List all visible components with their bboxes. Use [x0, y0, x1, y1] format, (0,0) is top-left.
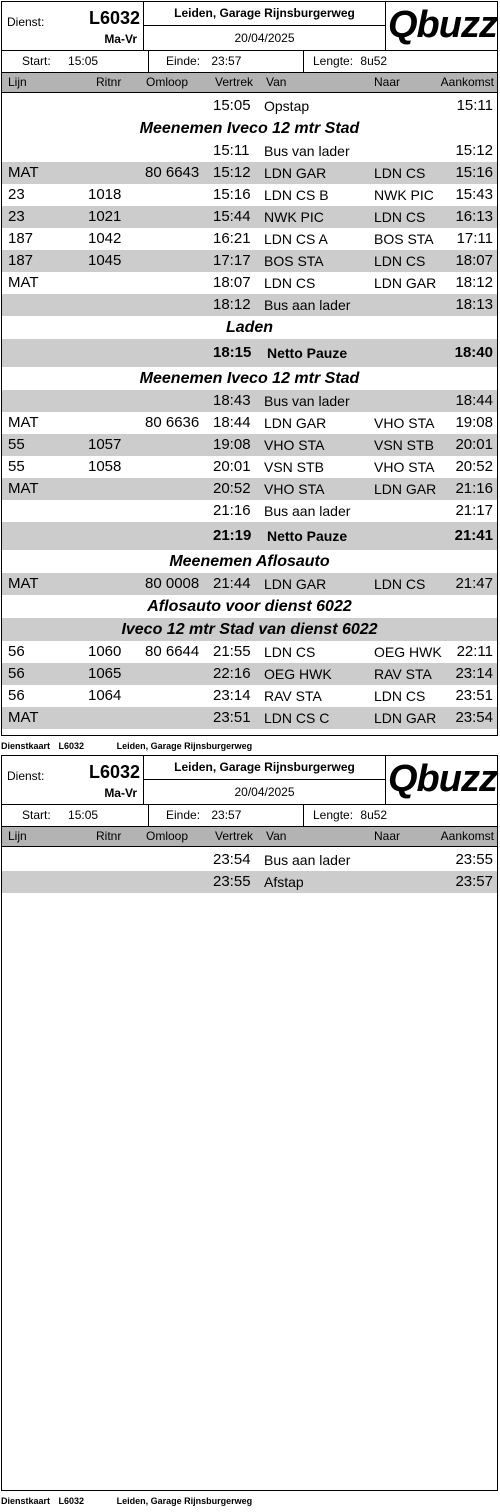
cell-aankomst: 22:11: [456, 643, 493, 660]
dienst-cell: [2, 2, 144, 50]
footer-label: Dienstkaart: [1, 741, 51, 751]
cell-lijn: 23: [8, 208, 25, 225]
cell-naar: LDN CS: [374, 688, 426, 704]
dienst-days: Ma-Vr: [104, 32, 137, 46]
cell-van: LDN CS: [264, 275, 316, 291]
cell-van: Bus aan lader: [264, 852, 351, 868]
cell-aankomst: 18:44: [455, 392, 493, 409]
col-van: Van: [266, 75, 287, 89]
cell-van: LDN GAR: [264, 165, 327, 181]
section-heading: [2, 618, 497, 641]
cell-vertrek: 18:12: [213, 296, 251, 313]
lengte-cell: [304, 805, 499, 826]
table-row: [2, 456, 497, 478]
cell-naar: VHO STA: [374, 415, 435, 431]
cell-aankomst: 23:14: [455, 665, 493, 682]
cell-naar: VHO STA: [374, 459, 435, 475]
qbuzz-logo: Qbuzz: [388, 758, 497, 800]
lengte-cell: [304, 51, 499, 72]
section-title: Iveco 12 mtr Stad van dienst 6022: [121, 621, 378, 638]
section-title: Meenemen Iveco 12 mtr Stad: [139, 370, 360, 387]
cell-van: LDN CS A: [264, 231, 328, 247]
einde-label: Einde:: [166, 808, 201, 822]
table-row: [2, 184, 497, 206]
cell-omloop: 80 6643: [145, 164, 200, 181]
einde-value: 23:57: [211, 54, 242, 68]
col-naar: Naar: [374, 829, 401, 843]
cell-naar: LDN GAR: [374, 710, 437, 726]
table-row: [2, 95, 497, 117]
cell-aankomst: 23:51: [455, 687, 493, 704]
cell-vertrek: 17:17: [213, 252, 251, 269]
cell-van: LDN CS: [264, 644, 316, 660]
einde-label: Einde:: [166, 54, 201, 68]
dienst-cell: [2, 756, 144, 804]
einde-cell: [149, 805, 304, 826]
cell-aankomst: 17:11: [456, 230, 493, 247]
cell-lijn: MAT: [8, 414, 39, 431]
footer-dienst: L6032: [58, 1496, 85, 1506]
col-ritnr: Ritnr: [96, 829, 122, 843]
cell-vertrek: 20:01: [213, 458, 251, 475]
table-row: [2, 162, 497, 184]
cell-van: RAV STA: [264, 688, 322, 704]
start-label: Start:: [22, 808, 51, 822]
footer-1: [1, 741, 252, 751]
cell-van: Bus van lader: [264, 393, 350, 409]
cell-naar: LDN CS: [374, 209, 426, 225]
einde-cell: [149, 51, 304, 72]
cell-vertrek: 18:43: [213, 392, 251, 409]
cell-naar: LDN CS: [374, 253, 426, 269]
cell-lijn: 56: [8, 643, 25, 660]
cell-vertrek: 21:55: [213, 643, 251, 660]
cell-vertrek: 23:54: [213, 851, 251, 868]
cell-ritnr: 1042: [88, 230, 122, 247]
cell-ritnr: 1057: [88, 436, 122, 453]
table-row: [2, 641, 497, 663]
qbuzz-logo: Qbuzz: [388, 4, 497, 46]
col-vertrek: Vertrek: [215, 829, 254, 843]
cell-vertrek: 22:16: [213, 665, 251, 682]
lengte-value: 8u52: [360, 54, 388, 68]
cell-lijn: 187: [8, 252, 34, 269]
cell-van: VSN STB: [264, 459, 324, 475]
cell-omloop: 80 0008: [145, 575, 200, 592]
cell-ritnr: 1021: [88, 208, 122, 225]
cell-van: Bus aan lader: [264, 297, 351, 313]
cell-van: OEG HWK: [264, 666, 332, 682]
col-vertrek: Vertrek: [215, 75, 254, 89]
footer-dienst: L6032: [58, 741, 85, 751]
cell-lijn: 56: [8, 665, 25, 682]
column-header: [2, 73, 497, 93]
lengte-label: Lengte:: [313, 808, 354, 822]
cell-vertrek: 15:16: [213, 186, 251, 203]
cell-naar: BOS STA: [374, 231, 434, 247]
cell-aankomst: 21:16: [455, 480, 493, 497]
section-heading: [2, 595, 497, 618]
cell-aankomst: 23:55: [455, 851, 493, 868]
cell-van: VHO STA: [264, 437, 325, 453]
pause-row: [2, 339, 497, 367]
table-row: [2, 272, 497, 294]
cell-lijn: MAT: [8, 274, 39, 291]
cell-van: Bus aan lader: [264, 503, 351, 519]
cell-vertrek: 21:16: [213, 502, 251, 519]
logo-cell: [386, 2, 499, 50]
table-row: [2, 228, 497, 250]
table-row: [2, 500, 497, 522]
footer-2: [1, 1496, 252, 1506]
cell-naar: LDN CS: [374, 165, 426, 181]
schedule-rows: [2, 95, 497, 729]
col-lijn: Lijn: [8, 75, 27, 89]
location-cell: [144, 2, 386, 50]
cell-van: VHO STA: [264, 481, 325, 497]
section-heading: [2, 550, 497, 573]
table-row: [2, 663, 497, 685]
sheet-date: 20/04/2025: [234, 785, 295, 799]
cell-lijn: 187: [8, 230, 34, 247]
einde-value: 23:57: [211, 808, 242, 822]
cell-aankomst: 23:57: [455, 873, 493, 890]
cell-aankomst: 18:12: [455, 274, 493, 291]
cell-aankomst: 21:17: [455, 502, 493, 519]
col-naar: Naar: [374, 75, 401, 89]
cell-aankomst: 18:07: [455, 252, 493, 269]
cell-naar: LDN GAR: [374, 275, 437, 291]
cell-aankomst: 23:54: [455, 709, 493, 726]
footer-label: Dienstkaart: [1, 1496, 51, 1506]
start-label: Start:: [22, 54, 51, 68]
pause-label: Netto Pauze: [267, 345, 348, 361]
column-header: [2, 827, 497, 847]
lengte-value: 8u52: [360, 808, 388, 822]
cell-vertrek: 15:12: [213, 164, 251, 181]
pause-row: [2, 522, 497, 550]
table-row: [2, 707, 497, 729]
cell-vertrek: 18:07: [213, 274, 251, 291]
cell-aankomst: 15:16: [455, 164, 493, 181]
table-row: [2, 685, 497, 707]
footer-location: Leiden, Garage Rijnsburgerweg: [116, 1496, 253, 1506]
cell-van: LDN GAR: [264, 415, 327, 431]
cell-aankomst: 15:12: [455, 142, 493, 159]
cell-omloop: 80 6636: [145, 414, 200, 431]
cell-lijn: 55: [8, 436, 25, 453]
cell-aankomst: 20:01: [455, 436, 493, 453]
cell-lijn: MAT: [8, 164, 39, 181]
cell-van: BOS STA: [264, 253, 324, 269]
pause-label: Netto Pauze: [267, 528, 348, 544]
section-title: Meenemen Iveco 12 mtr Stad: [139, 120, 360, 137]
cell-lijn: MAT: [8, 709, 39, 726]
cell-lijn: 23: [8, 186, 25, 203]
col-aankomst: Aankomst: [440, 75, 494, 89]
footer-location: Leiden, Garage Rijnsburgerweg: [116, 741, 253, 751]
sheet-header: [2, 2, 497, 51]
cell-aankomst: 18:13: [455, 296, 493, 313]
cell-van: NWK PIC: [264, 209, 324, 225]
schedule-rows: [2, 849, 497, 893]
table-row: [2, 434, 497, 456]
page-2: [1, 755, 498, 1491]
cell-lijn: MAT: [8, 575, 39, 592]
cell-vertrek: 15:44: [213, 208, 251, 225]
dienst-label: Dienst:: [7, 15, 45, 29]
cell-vertrek: 20:52: [213, 480, 251, 497]
cell-naar: LDN CS: [374, 576, 426, 592]
pause-start: 21:19: [213, 527, 252, 544]
cell-ritnr: 1065: [88, 665, 122, 682]
cell-vertrek: 15:11: [213, 142, 250, 159]
cell-lijn: MAT: [8, 480, 39, 497]
cell-ritnr: 1018: [88, 186, 122, 203]
page-1: [1, 1, 498, 736]
pause-end: 21:41: [454, 527, 493, 544]
start-value: 15:05: [68, 808, 99, 822]
cell-aankomst: 16:13: [455, 208, 493, 225]
cell-naar: NWK PIC: [374, 187, 434, 203]
cell-aankomst: 19:08: [455, 414, 493, 431]
cell-van: Opstap: [264, 98, 310, 114]
lengte-label: Lengte:: [313, 54, 354, 68]
cell-ritnr: 1060: [88, 643, 122, 660]
cell-vertrek: 23:14: [213, 687, 251, 704]
col-lijn: Lijn: [8, 829, 27, 843]
dienst-days: Ma-Vr: [104, 786, 137, 800]
cell-van: LDN CS B: [264, 187, 329, 203]
dienst-number: L6032: [88, 8, 140, 28]
section-heading: [2, 117, 497, 140]
start-cell: [2, 805, 149, 826]
cell-van: LDN GAR: [264, 576, 327, 592]
col-aankomst: Aankomst: [440, 829, 494, 843]
cell-lijn: 55: [8, 458, 25, 475]
logo-cell: [386, 756, 499, 804]
cell-ritnr: 1045: [88, 252, 122, 269]
cell-ritnr: 1064: [88, 687, 122, 704]
dienst-number: L6032: [88, 762, 140, 782]
pause-end: 18:40: [454, 344, 493, 361]
dienst-label: Dienst:: [7, 769, 45, 783]
cell-naar: RAV STA: [374, 666, 432, 682]
cell-aankomst: 20:52: [455, 458, 493, 475]
table-row: [2, 390, 497, 412]
times-bar: [2, 51, 497, 73]
cell-aankomst: 15:11: [456, 97, 493, 114]
sheet-date: 20/04/2025: [234, 31, 295, 45]
table-row: [2, 206, 497, 228]
cell-vertrek: 23:55: [213, 873, 251, 890]
col-omloop: Omloop: [146, 75, 189, 89]
cell-vertrek: 23:51: [213, 709, 251, 726]
section-title: Meenemen Aflosauto: [169, 553, 330, 570]
cell-omloop: 80 6644: [145, 643, 200, 660]
table-row: [2, 294, 497, 316]
table-row: [2, 478, 497, 500]
start-cell: [2, 51, 149, 72]
table-row: [2, 849, 497, 871]
times-bar: [2, 805, 497, 827]
cell-vertrek: 15:05: [213, 97, 251, 114]
section-heading: [2, 316, 497, 339]
col-van: Van: [266, 829, 287, 843]
cell-lijn: 56: [8, 687, 25, 704]
location-cell: [144, 756, 386, 804]
cell-naar: OEG HWK: [374, 644, 442, 660]
cell-van: LDN CS C: [264, 710, 330, 726]
table-row: [2, 250, 497, 272]
cell-van: Afstap: [264, 874, 304, 890]
cell-naar: VSN STB: [374, 437, 434, 453]
table-row: [2, 573, 497, 595]
sheet-header: [2, 756, 497, 805]
section-title: Laden: [225, 319, 274, 336]
table-row: [2, 140, 497, 162]
col-ritnr: Ritnr: [96, 75, 122, 89]
cell-vertrek: 16:21: [213, 230, 251, 247]
section-heading: [2, 367, 497, 390]
location-name: Leiden, Garage Rijnsburgerweg: [144, 756, 385, 780]
cell-naar: LDN GAR: [374, 481, 437, 497]
cell-aankomst: 21:47: [455, 575, 493, 592]
col-omloop: Omloop: [146, 829, 189, 843]
section-title: Aflosauto voor dienst 6022: [147, 598, 352, 615]
cell-vertrek: 18:44: [213, 414, 251, 431]
cell-aankomst: 15:43: [455, 186, 493, 203]
start-value: 15:05: [68, 54, 99, 68]
cell-vertrek: 21:44: [213, 575, 251, 592]
pause-start: 18:15: [213, 344, 252, 361]
cell-vertrek: 19:08: [213, 436, 251, 453]
cell-ritnr: 1058: [88, 458, 122, 475]
table-row: [2, 412, 497, 434]
cell-van: Bus van lader: [264, 143, 350, 159]
table-row: [2, 871, 497, 893]
location-name: Leiden, Garage Rijnsburgerweg: [144, 2, 385, 26]
